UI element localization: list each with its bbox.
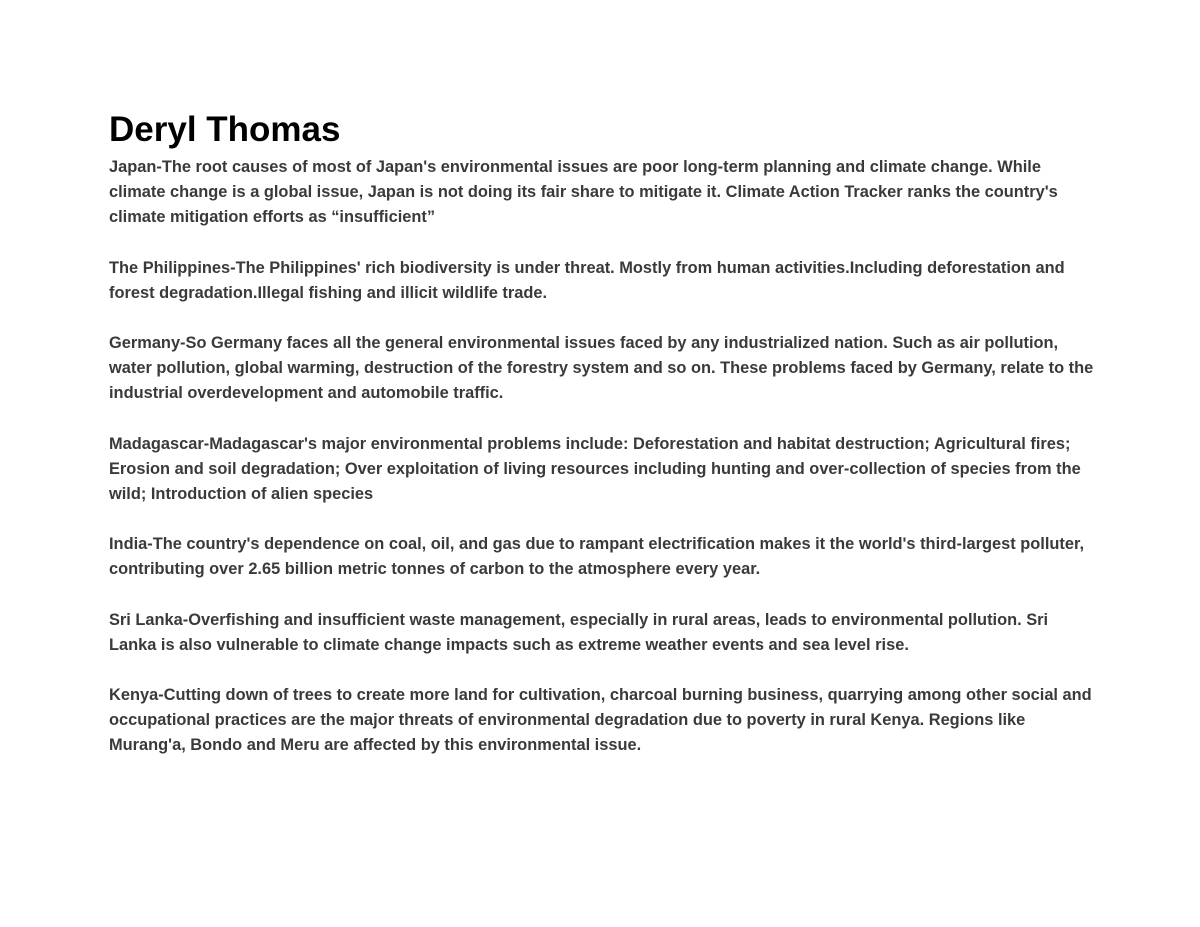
paragraph-kenya: Kenya-Cutting down of trees to create more land for cultivation, charcoal burning business, quarrying among other social and occupational practices are the major threats of environmental degradation due to poverty in rural Kenya. Regions like Murang'a, Bondo and Meru are affected by this environmental issue.	[109, 686, 1092, 755]
paragraph-india: India-The country's dependence on coal, oil, and gas due to rampant electrification makes it the world's third-largest polluter, contributing over 2.65 billion metric tonnes of carbon to the atmosphere every year.	[109, 535, 1085, 579]
paragraph-germany: Germany-So Germany faces all the general environmental issues faced by any industrialized nation. Such as air pollution, water pollution, global warming, destruction of the forestry system and so on. These problems faced by Germany, relate to the industrial overdevelopment and automobile traffic.	[109, 334, 1094, 403]
paragraph-madagascar: Madagascar-Madagascar's major environmental problems include: Deforestation and habitat destruction; Agricultural fires; Erosion and soil degradation; Over exploitation of living resources including hunting and over-collection of species from the wild; Introduction of alien species	[109, 434, 1081, 504]
paragraph-sri-lanka: Sri Lanka-Overfishing and insufficient waste management, especially in rural areas, leads to environmental pollution. Sri Lanka is also vulnerable to climate change impacts such as extreme weather events and sea level rise.	[109, 610, 1049, 654]
paragraph-philippines: The Philippines-The Philippines' rich biodiversity is under threat. Mostly from human activities.Including deforestation and forest degradation.Illegal fishing and illicit wildlife trade.	[109, 258, 1065, 302]
slide-content	[109, 108, 1099, 759]
paragraph-japan: Japan-The root causes of most of Japan's environmental issues are poor long-term planning and climate change. While climate change is a global issue, Japan is not doing its fair share to mitigate it. Climate Action Tracker ranks the country's climate mitigation efforts as “insufficient”	[109, 158, 1058, 227]
page-title: Deryl Thomas	[109, 110, 341, 149]
body-text	[109, 155, 1099, 759]
